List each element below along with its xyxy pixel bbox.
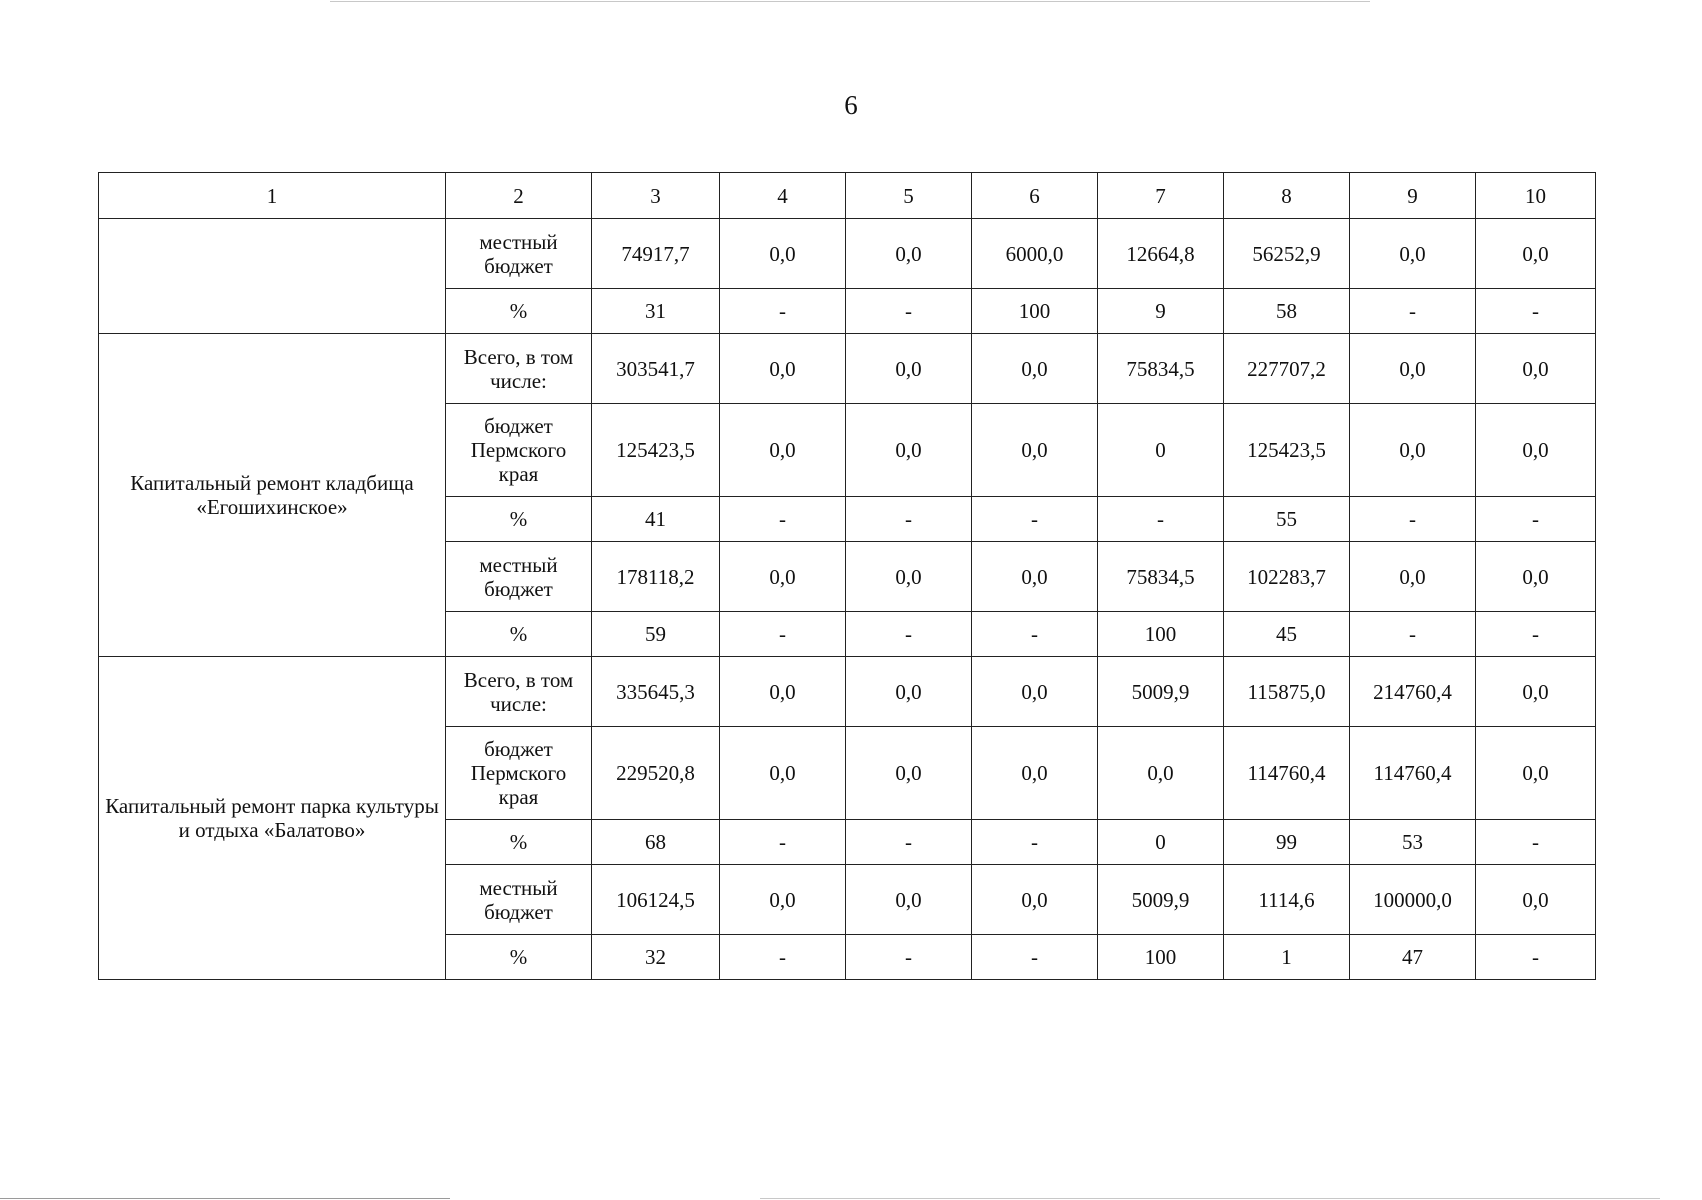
value-cell: 68 — [592, 820, 720, 865]
value-cell: 5009,9 — [1098, 657, 1224, 727]
value-cell: 45 — [1224, 612, 1350, 657]
row-label: Всего, в том числе: — [446, 657, 592, 727]
value-cell: 0,0 — [972, 542, 1098, 612]
value-cell: 0,0 — [720, 334, 846, 404]
value-cell: 100 — [1098, 612, 1224, 657]
scan-edge-line — [330, 1, 1370, 2]
row-label: бюджет Пермского края — [446, 404, 592, 497]
value-cell: 0,0 — [1350, 334, 1476, 404]
value-cell: 335645,3 — [592, 657, 720, 727]
value-cell: - — [972, 497, 1098, 542]
value-cell: 6000,0 — [972, 219, 1098, 289]
value-cell: 53 — [1350, 820, 1476, 865]
header-row — [99, 173, 1596, 219]
value-cell: 0,0 — [1476, 542, 1596, 612]
value-cell: 58 — [1224, 289, 1350, 334]
value-cell: - — [1476, 612, 1596, 657]
value-cell: 0,0 — [972, 404, 1098, 497]
project-name: Капитальный ремонт кладбища «Егошихинское» — [99, 334, 446, 657]
value-cell: 0,0 — [972, 865, 1098, 935]
row-label: местный бюджет — [446, 219, 592, 289]
value-cell: - — [846, 612, 972, 657]
value-cell: - — [846, 820, 972, 865]
value-cell: 214760,4 — [1350, 657, 1476, 727]
value-cell: 0,0 — [1476, 657, 1596, 727]
column-header: 8 — [1224, 173, 1350, 219]
value-cell: 0,0 — [1098, 727, 1224, 820]
value-cell: 0,0 — [846, 657, 972, 727]
value-cell: 59 — [592, 612, 720, 657]
value-cell: 0,0 — [720, 404, 846, 497]
value-cell: 125423,5 — [592, 404, 720, 497]
value-cell: 0,0 — [1476, 727, 1596, 820]
value-cell: 9 — [1098, 289, 1224, 334]
value-cell: - — [720, 612, 846, 657]
value-cell: 227707,2 — [1224, 334, 1350, 404]
value-cell: - — [1350, 289, 1476, 334]
value-cell: - — [846, 497, 972, 542]
value-cell: - — [720, 820, 846, 865]
row-label: местный бюджет — [446, 542, 592, 612]
value-cell: 303541,7 — [592, 334, 720, 404]
project-name: Капитальный ремонт парка культуры и отдыха «Балатово» — [99, 657, 446, 980]
value-cell: 55 — [1224, 497, 1350, 542]
value-cell: 74917,7 — [592, 219, 720, 289]
value-cell: 0,0 — [846, 865, 972, 935]
value-cell: 1 — [1224, 935, 1350, 980]
value-cell: - — [846, 289, 972, 334]
value-cell: 0,0 — [1350, 219, 1476, 289]
value-cell: 115875,0 — [1224, 657, 1350, 727]
value-cell: - — [1098, 497, 1224, 542]
column-header: 1 — [99, 173, 446, 219]
value-cell: - — [720, 497, 846, 542]
value-cell: 0,0 — [720, 657, 846, 727]
row-label: % — [446, 820, 592, 865]
value-cell: 100 — [972, 289, 1098, 334]
row-label: местный бюджет — [446, 865, 592, 935]
page-number: 6 — [844, 90, 858, 120]
value-cell: 0,0 — [846, 219, 972, 289]
column-header: 3 — [592, 173, 720, 219]
value-cell: - — [972, 935, 1098, 980]
value-cell: 178118,2 — [592, 542, 720, 612]
value-cell: - — [1350, 612, 1476, 657]
scan-edge-line — [760, 1198, 1660, 1199]
value-cell: 114760,4 — [1350, 727, 1476, 820]
table-row — [99, 657, 1596, 727]
empty-project-cell — [99, 219, 446, 334]
value-cell: 0,0 — [846, 334, 972, 404]
value-cell: 75834,5 — [1098, 334, 1224, 404]
value-cell: 0,0 — [846, 542, 972, 612]
value-cell: 0,0 — [1350, 542, 1476, 612]
value-cell: 0,0 — [1476, 404, 1596, 497]
value-cell: 0,0 — [846, 727, 972, 820]
value-cell: 0,0 — [972, 657, 1098, 727]
row-label: % — [446, 935, 592, 980]
value-cell: 12664,8 — [1098, 219, 1224, 289]
value-cell: - — [846, 935, 972, 980]
value-cell: 106124,5 — [592, 865, 720, 935]
value-cell: 229520,8 — [592, 727, 720, 820]
value-cell: - — [1476, 935, 1596, 980]
column-header: 6 — [972, 173, 1098, 219]
value-cell: 32 — [592, 935, 720, 980]
value-cell: 56252,9 — [1224, 219, 1350, 289]
value-cell: - — [720, 935, 846, 980]
column-header: 2 — [446, 173, 592, 219]
row-label: % — [446, 289, 592, 334]
value-cell: 0,0 — [1476, 334, 1596, 404]
value-cell: 100000,0 — [1350, 865, 1476, 935]
value-cell: - — [1350, 497, 1476, 542]
value-cell: 47 — [1350, 935, 1476, 980]
row-label: Всего, в том числе: — [446, 334, 592, 404]
value-cell: 75834,5 — [1098, 542, 1224, 612]
value-cell: - — [1476, 289, 1596, 334]
value-cell: 114760,4 — [1224, 727, 1350, 820]
value-cell: - — [1476, 820, 1596, 865]
value-cell: - — [972, 820, 1098, 865]
value-cell: 0,0 — [846, 404, 972, 497]
value-cell: 1114,6 — [1224, 865, 1350, 935]
value-cell: 0 — [1098, 404, 1224, 497]
value-cell: 31 — [592, 289, 720, 334]
scan-edge-line — [0, 1198, 450, 1199]
value-cell: 0,0 — [972, 334, 1098, 404]
table-row — [99, 334, 1596, 404]
value-cell: 100 — [1098, 935, 1224, 980]
row-label: % — [446, 497, 592, 542]
value-cell: 0,0 — [720, 865, 846, 935]
value-cell: 0,0 — [972, 727, 1098, 820]
value-cell: 125423,5 — [1224, 404, 1350, 497]
value-cell: 99 — [1224, 820, 1350, 865]
value-cell: 0,0 — [1350, 404, 1476, 497]
column-header: 5 — [846, 173, 972, 219]
value-cell: - — [972, 612, 1098, 657]
value-cell: 0,0 — [720, 219, 846, 289]
table-row — [99, 219, 1596, 289]
column-header: 4 — [720, 173, 846, 219]
value-cell: 0,0 — [1476, 219, 1596, 289]
row-label: бюджет Пермского края — [446, 727, 592, 820]
row-label: % — [446, 612, 592, 657]
value-cell: 41 — [592, 497, 720, 542]
value-cell: 0,0 — [720, 542, 846, 612]
value-cell: - — [720, 289, 846, 334]
value-cell: - — [1476, 497, 1596, 542]
budget-table — [98, 172, 1596, 980]
column-header: 10 — [1476, 173, 1596, 219]
column-header: 9 — [1350, 173, 1476, 219]
value-cell: 0,0 — [1476, 865, 1596, 935]
column-header: 7 — [1098, 173, 1224, 219]
value-cell: 102283,7 — [1224, 542, 1350, 612]
value-cell: 0,0 — [720, 727, 846, 820]
value-cell: 0 — [1098, 820, 1224, 865]
value-cell: 5009,9 — [1098, 865, 1224, 935]
